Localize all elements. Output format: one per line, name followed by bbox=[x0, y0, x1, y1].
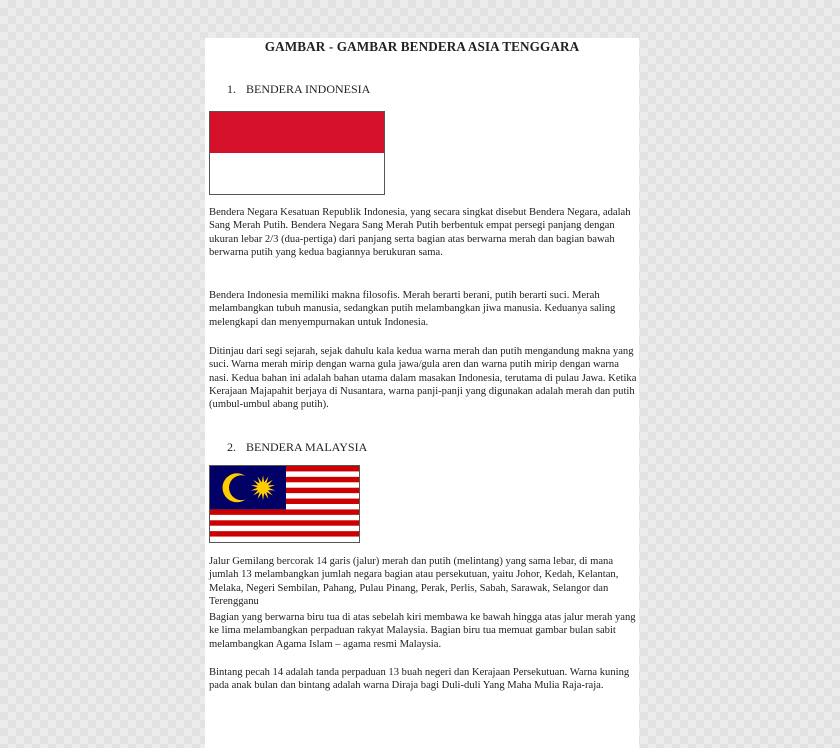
paragraph: Jalur Gemilang bercorak 14 garis (jalur) merah dan putih (melintang) yang sama lebar, di mana jumlah 13 melambangkan jumlah negara bagian atau persekutuan, yaitu Johor, Kedah, Kelantan, Melaka, Negeri Sembilan, Pahang, Pulau Pinang, Perak, Perlis, Sabah, Sarawak, Selangor dan Terengganu bbox=[209, 556, 619, 607]
malaysia-flag bbox=[209, 465, 360, 543]
paragraph: Bagian yang berwarna biru tua di atas sebelah kiri membawa ke bawah hingga atas jalur merah yang ke lima melambangkan perpaduan rakyat Malaysia. Bagian biru tua memuat gambar bulan sabit melambangkan Agama Islam – agama resmi Malaysia. bbox=[209, 612, 636, 650]
flag-stripe bbox=[210, 515, 359, 521]
section-heading-malaysia bbox=[227, 440, 367, 455]
crescent-cutout bbox=[229, 475, 254, 500]
section-title: BENDERA INDONESIA bbox=[246, 82, 371, 96]
flag-red-band bbox=[210, 112, 384, 153]
flag-white-band bbox=[210, 153, 384, 194]
indonesia-flag bbox=[209, 111, 385, 195]
section-number: 1. bbox=[227, 82, 236, 96]
section-title: BENDERA MALAYSIA bbox=[246, 440, 368, 454]
flag-stripe bbox=[210, 537, 359, 542]
flag-stripe bbox=[210, 531, 359, 537]
flag-stripe bbox=[210, 520, 359, 526]
flag-stripe bbox=[210, 526, 359, 532]
paragraph: Bintang pecah 14 adalah tanda perpaduan 13 buah negeri dan Kerajaan Persekutuan. Warna kuning pada anak bulan dan bintang adalah warna Diraja bagi Duli-duli Yang Maha Mulia Raja-raja. bbox=[209, 667, 630, 692]
document-title: GAMBAR - GAMBAR BENDERA ASIA TENGGARA bbox=[264, 39, 580, 54]
paragraph: Bendera Indonesia memiliki makna filosofis. Merah berarti berani, putih berarti suci. Merah melambangkan tubuh manusia, sedangkan putih melambangkan jiwa manusia. Keduanya saling melengkapi dan menyempurnakan untuk Indonesia. bbox=[209, 290, 616, 328]
flag-stripe bbox=[210, 509, 359, 515]
section-number: 2. bbox=[227, 440, 236, 454]
document-page bbox=[205, 38, 639, 748]
malaysia-flag-graphic bbox=[210, 466, 359, 542]
paragraph: Bendera Negara Kesatuan Republik Indonesia, yang secara singkat disebut Bendera Negara, adalah Sang Merah Putih. Bendera Negara Sang Merah Putih berbentuk empat persegi panjang dengan ukuran lebar 2/3 (dua-pertiga) dari panjang serta bagian atas berwarna merah dan bagian bawah berwarna putih yang kedua bagiannya berukuran sama. bbox=[209, 207, 631, 258]
section-heading-indonesia bbox=[227, 82, 370, 97]
paragraph: Ditinjau dari segi sejarah, sejak dahulu kala kedua warna merah dan putih mengandung makna yang suci. Warna merah mirip dengan warna gula jawa/gula aren dan warna putih mirip dengan warna nasi. Kedua bahan ini adalah bahan utama dalam masakan Indonesia, terutama di pulau Jawa. Ketika Kerajaan Majapahit berjaya di Nusantara, warna panji-panji yang digunakan adalah merah dan putih (umbul-umbul abang putih). bbox=[209, 346, 637, 411]
